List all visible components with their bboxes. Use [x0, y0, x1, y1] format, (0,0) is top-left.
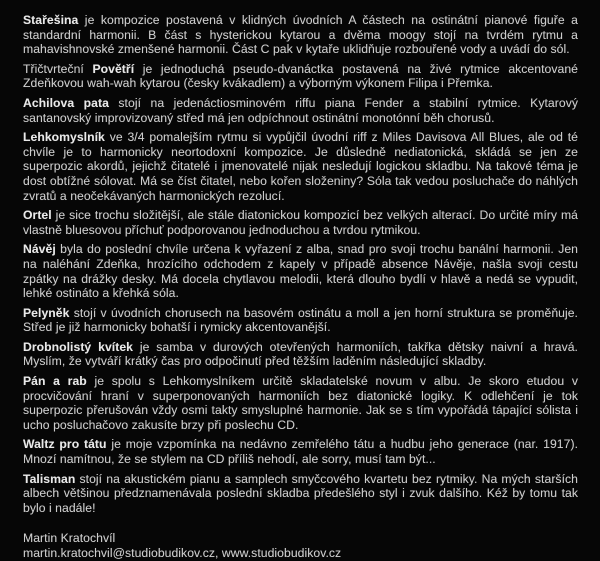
song-title-drobnolisty-kvitek: Drobnolistý kvítek: [23, 339, 133, 354]
song-title-talisman: Talisman: [23, 471, 76, 486]
paragraph-body-text: je samba v durových otevřených harmoniích, takřka dětsky naivní a hravá. Myslím, že vytváří krátký čas pro odpočinutí před těžším laděním následující skladby.: [23, 339, 578, 369]
paragraph-body-text: je jednoduchá pseudo-dvanáctka postavená na živé rytmice akcentované Zdeňkovou wah-wah kytarou (česky kvákadlem) a výborným výkonem Filipa i Přemka.: [23, 61, 578, 91]
paragraph-lehkomyslnik: [23, 130, 578, 203]
paragraph-achilova-pata: [23, 96, 578, 125]
paragraph-staresina: [23, 13, 578, 57]
paragraph-body-text: stojí na akustickém pianu a samplech smyčcového kvartetu bez rytmiky. Na mých starších albech většinou předznamenávala poslední skladba předešlého styl i zvuk dalšího. Kéž by tomu tak bylo i nadále!: [23, 471, 578, 515]
paragraph-drobnolisty-kvitek: [23, 340, 578, 369]
paragraph-pre-text: Třičtvrteční: [23, 61, 93, 76]
paragraph-povetri: [23, 62, 578, 91]
paragraph-pelynek: [23, 306, 578, 335]
song-title-lehkomyslnik: Lehkomyslník: [23, 130, 105, 145]
paragraph-body-text: je spolu s Lehkomyslníkem určitě skladatelské novum v albu. Je skoro etudou v procvičování hraní v superponovaných harmoniích bez diatonické logiky. K odlehčení je tok superpozic přerušován vždy osmi takty smysluplné harmonie. Jak se s tím vypořádá tápající sólista i ucho posluchačovo zakusíte brzy při poslechu CD.: [23, 374, 578, 432]
paragraph-body-text: ve 3/4 pomalejším rytmu si vypůjčil úvodní riff z Miles Davisova All Blues, ale od té chvíle je to harmonicky neortodoxní kompozice. Je důsledně nediatonická, skládá se jen ze superpozic akordů, jejichž čitatelé i jmenovatelé nijak nesledují logickou skladbu. Na takové téma je dost obtížné sólovat. Má se číst čitatel, nebo kořen složeniny? Sóla tak vedou posluchače do náhlých zvratů a neočekávaných harmonických rezolucí.: [23, 130, 578, 203]
paragraph-body-text: stojí v úvodních chorusech na basovém ostinátu a moll a jen horní struktura se proměňuje. Střed je již harmonicky bohatší i rymicky akcentovanější.: [23, 305, 578, 335]
song-title-navej: Návěj: [23, 242, 56, 257]
song-title-achilova-pata: Achilova pata: [23, 95, 109, 110]
paragraph-ortel: [23, 208, 578, 237]
paragraph-navej: [23, 242, 578, 300]
author-name: Martin Kratochvíl: [23, 531, 116, 546]
paragraph-body-text: je kompozice postavená v klidných úvodních A částech na ostinátní pianové figuře a standardní harmonii. B část s hysterickou kytarou a dvěma moogy stojí na tvrdém rytmu a mahavishnovské zmenšené harmonii. Část C pak v kytaře uklidňuje rozbouřené vody a uvádí do sól.: [23, 13, 578, 57]
song-title-staresina: Stařešina: [23, 13, 79, 27]
song-title-waltz-pro-tatu: Waltz pro tátu: [23, 437, 107, 452]
paragraph-waltz-pro-tatu: [23, 437, 578, 466]
contact-line: martin.kratochvil@studiobudikov.cz, www.studiobudikov.cz: [23, 546, 342, 560]
paragraph-pan-a-rab: [23, 374, 578, 432]
paragraph-body-text: je sice trochu složitější, ale stále diatonickou kompozicí bez velkých alterací. Do určité míry má vlastně bluesovou příchuť podporovanou jednoduchou a tvrdou rytmikou.: [23, 208, 578, 237]
footer: [23, 531, 578, 560]
paragraph-body-text: stojí na jedenáctiosminovém riffu piana Fender a stabilní rytmice. Kytarový santanovský improvizovaný střed má jen odpíchnout ostinátní monotónní běh chorusů.: [23, 95, 578, 125]
song-title-povetri: Povětří: [92, 61, 135, 76]
paragraph-talisman: [23, 472, 578, 516]
song-title-pelynek: Pelyněk: [23, 305, 70, 320]
paragraph-body-text: je moje vzpomínka na nedávno zemřelého tátu a hudbu jeho generace (nar. 1917). Mnozí namítnou, že se stylem na CD příliš nehodí, ale sorry, musí tam být...: [23, 437, 579, 467]
paragraph-body-text: byla do poslední chvíle určena k vyřazení z alba, snad pro svoji trochu banální harmonii. Jen na naléhání Zdeňka, hrozícího odchodem z kapely v případě absence Návěje, našla svoji cestu zpátky na drážky desky. Má docela chytlavou melodii, která dlouho bydlí v hlavě a nedá se vypudit, lehké ostináto a křehká sóla.: [23, 242, 578, 301]
song-title-pan-a-rab: Pán a rab: [23, 374, 87, 389]
song-title-ortel: Ortel: [23, 208, 52, 223]
